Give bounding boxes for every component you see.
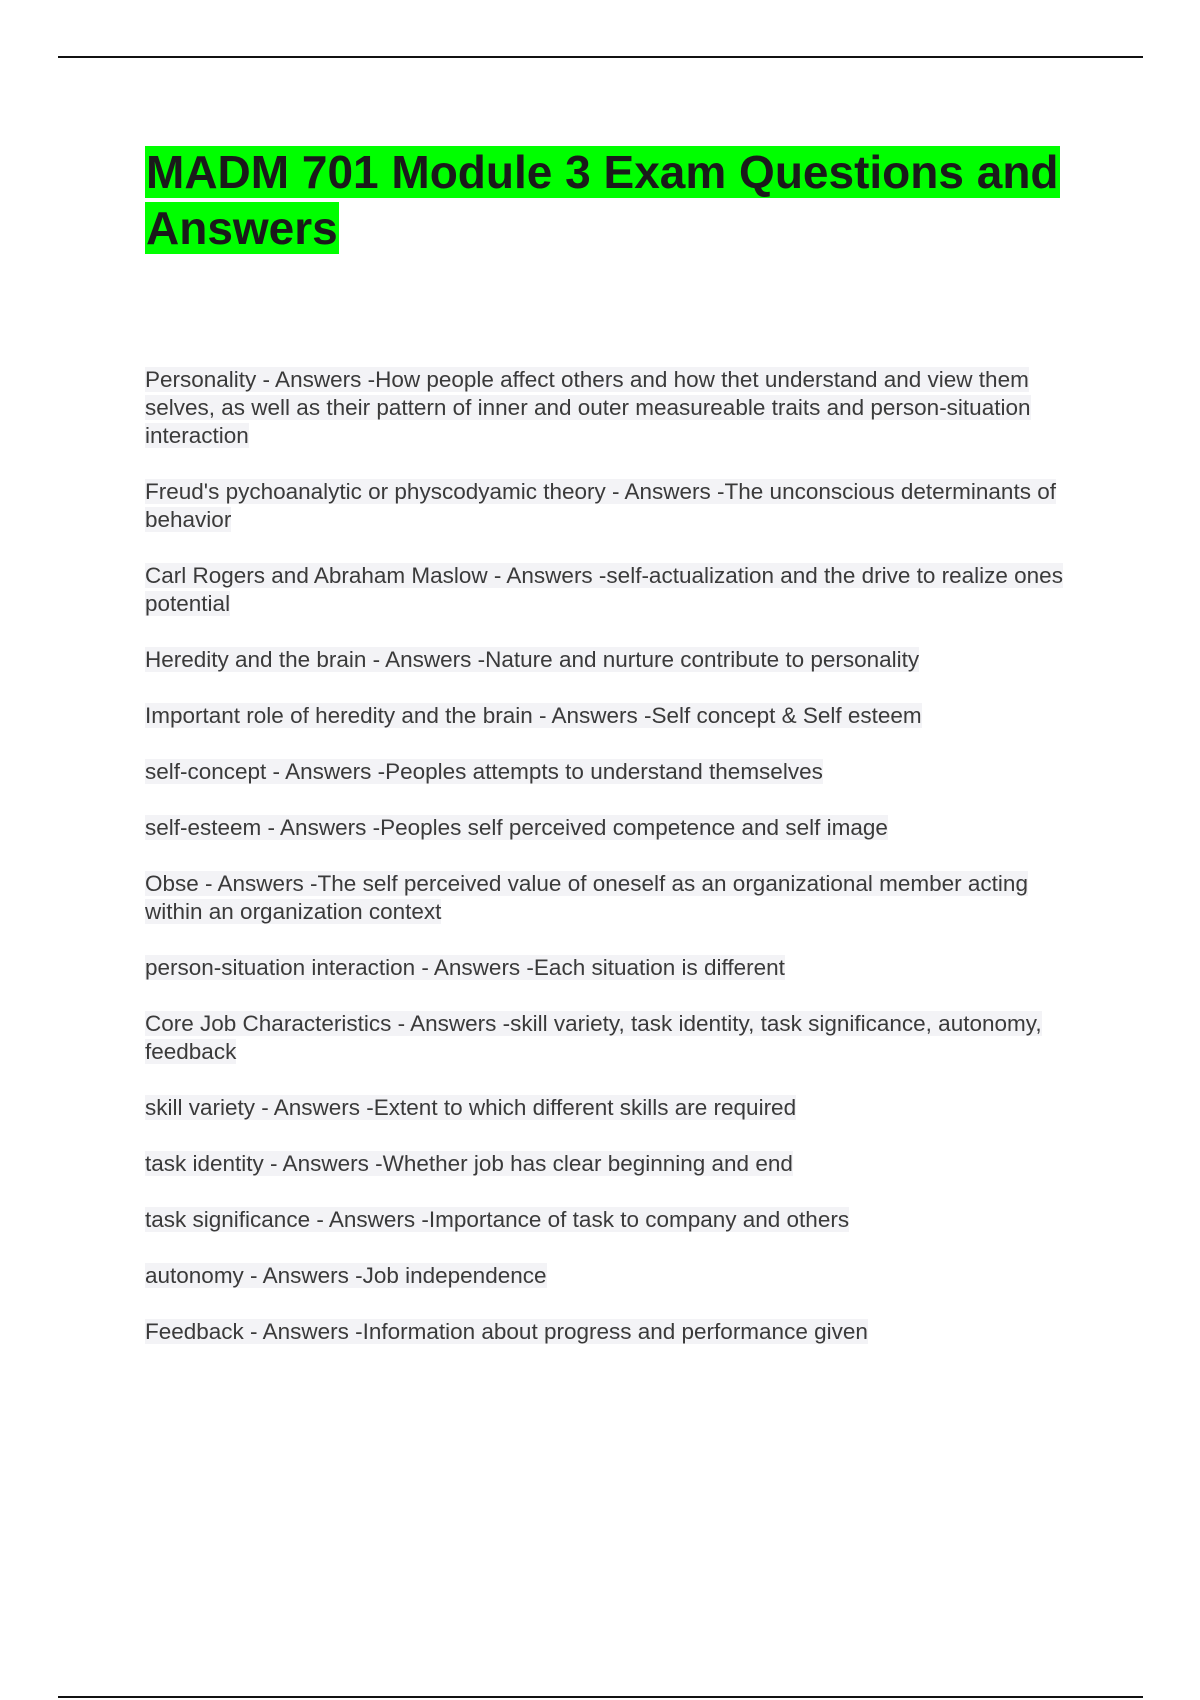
qa-item (145, 366, 1085, 450)
document-title (145, 144, 1085, 256)
qa-item (145, 1206, 1085, 1234)
qa-text: Carl Rogers and Abraham Maslow - Answers -self-actualization and the drive to realize ones potential (145, 563, 1063, 616)
qa-item (145, 1318, 1085, 1346)
qa-item (145, 814, 1085, 842)
qa-text: Core Job Characteristics - Answers -skill variety, task identity, task significance, autonomy, feedback (145, 1011, 1042, 1064)
qa-text: task significance - Answers -Importance of task to company and others (145, 1207, 850, 1232)
qa-item (145, 478, 1085, 534)
qa-item (145, 702, 1085, 730)
qa-text: Personality - Answers -How people affect others and how thet understand and view them selves, as well as their pattern of inner and outer measureable traits and person-situation interaction (145, 367, 1031, 448)
qa-text: skill variety - Answers -Extent to which different skills are required (145, 1095, 797, 1120)
qa-text: autonomy - Answers -Job independence (145, 1263, 547, 1288)
qa-item (145, 562, 1085, 618)
qa-text: Obse - Answers -The self perceived value of oneself as an organizational member acting within an organization context (145, 871, 1028, 924)
document-page (145, 144, 1085, 1344)
qa-text: Important role of heredity and the brain - Answers -Self concept & Self esteem (145, 703, 922, 728)
qa-item (145, 954, 1085, 982)
qa-item (145, 1150, 1085, 1178)
qa-text: self-esteem - Answers -Peoples self perceived competence and self image (145, 815, 888, 840)
qa-item (145, 758, 1085, 786)
qa-text: Heredity and the brain - Answers -Nature and nurture contribute to personality (145, 647, 920, 672)
qa-text: person-situation interaction - Answers -Each situation is different (145, 955, 785, 980)
qa-item (145, 1094, 1085, 1122)
title-highlight: MADM 701 Module 3 Exam Questions and Answers (146, 146, 1059, 254)
qa-item (145, 1262, 1085, 1290)
qa-list (145, 366, 1085, 1374)
top-rule (58, 56, 1143, 58)
bottom-rule (58, 1696, 1143, 1698)
qa-text: Feedback - Answers -Information about progress and performance given (145, 1319, 868, 1344)
qa-text: self-concept - Answers -Peoples attempts to understand themselves (145, 759, 823, 784)
qa-item (145, 1010, 1085, 1066)
qa-text: task identity - Answers -Whether job has clear beginning and end (145, 1151, 793, 1176)
qa-item (145, 870, 1085, 926)
qa-text: Freud's pychoanalytic or physcodyamic theory - Answers -The unconscious determinants of behavior (145, 479, 1056, 532)
qa-item (145, 646, 1085, 674)
